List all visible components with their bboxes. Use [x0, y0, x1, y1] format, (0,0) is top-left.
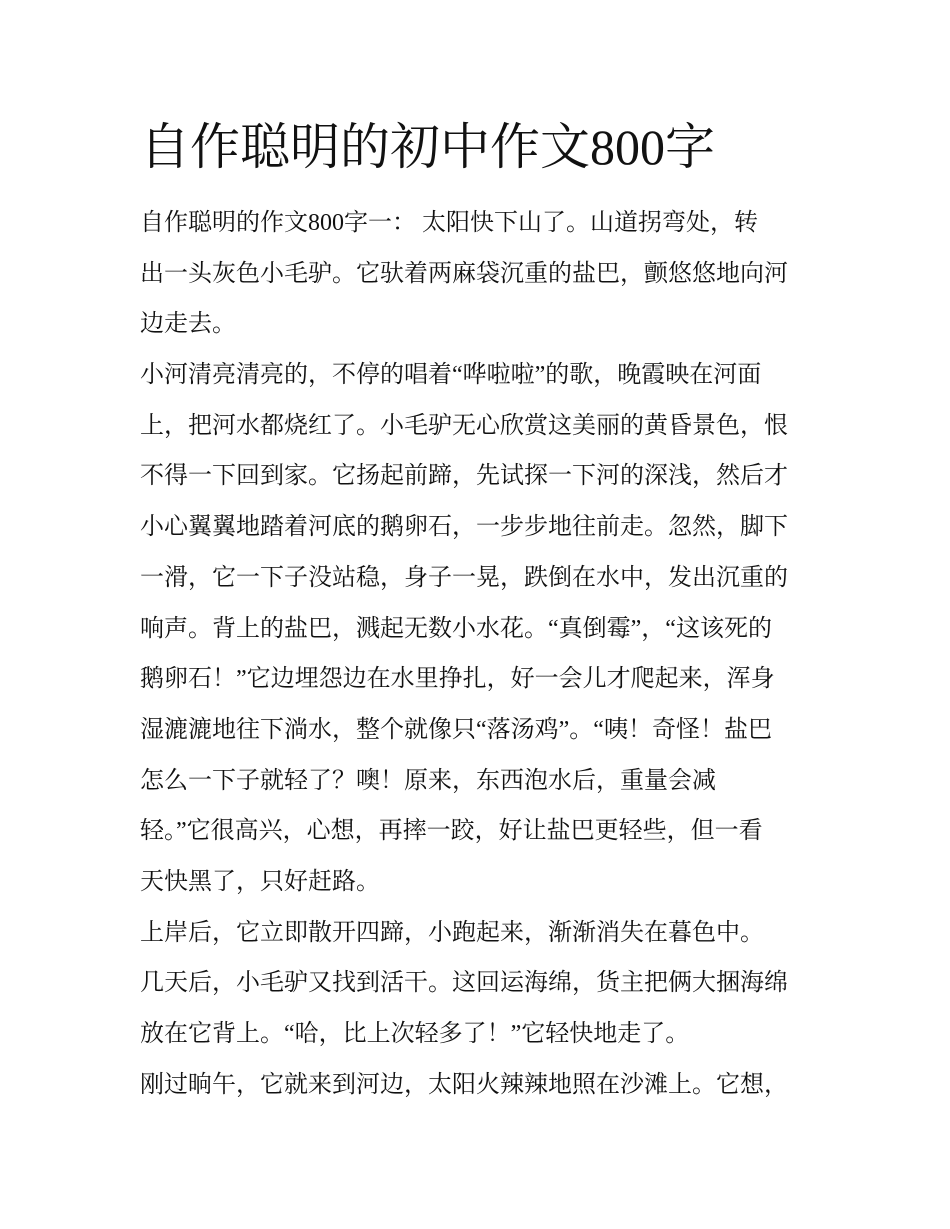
text-line: 响声。背上的盐巴，溅起无数小水花。“真倒霉”，“这该死的 — [140, 615, 772, 642]
text-line: 轻。”它很高兴，心想，再摔一跤，好让盐巴更轻些，但一看 — [140, 818, 763, 845]
text-line: 鹅卵石！”它边埋怨边在水里挣扎，好一会儿才爬起来，浑身 — [140, 666, 775, 693]
text-line: 不得一下回到家。它扬起前蹄，先试探一下河的深浅，然后才 — [140, 463, 788, 490]
text-line: 小心翼翼地踏着河底的鹅卵石，一步步地往前走。忽然，脚下 — [140, 514, 788, 541]
text-line: 天快黑了，只好赶路。 — [140, 868, 380, 895]
text-line: 自作聪明的作文800字一： 太阳快下山了。山道拐弯处，转 — [140, 210, 758, 236]
text-line: 上岸后，它立即散开四蹄，小跑起来，渐渐消失在暮色中。 — [140, 919, 764, 946]
text-line: 刚过晌午，它就来到河边，太阳火辣辣地照在沙滩上。它想， — [140, 1071, 788, 1098]
text-line: 湿漉漉地往下淌水，整个就像只“落汤鸡”。“咦！奇怪！盐巴 — [140, 716, 772, 743]
text-line: 小河清亮清亮的，不停的唱着“哗啦啦”的歌，晚霞映在河面 — [140, 362, 762, 389]
document-body — [140, 205, 820, 1117]
text-line: 边走去。 — [140, 311, 236, 338]
text-line: 一滑，它一下子没站稳，身子一晃，跌倒在水中，发出沉重的 — [140, 564, 788, 591]
text-line: 出一头灰色小毛驴。它驮着两麻袋沉重的盐巴，颤悠悠地向河 — [140, 260, 788, 287]
document-title: 自作聪明的初中作文800字 — [140, 119, 715, 175]
text-line: 放在它背上。“哈，比上次轻多了！”它轻快地走了。 — [140, 1021, 690, 1047]
text-line: 怎么一下子就轻了？噢！原来，东西泡水后，重量会减 — [140, 767, 716, 794]
text-line: 上，把河水都烧红了。小毛驴无心欣赏这美丽的黄昏景色，恨 — [140, 412, 788, 439]
text-line: 几天后，小毛驴又找到活干。这回运海绵，货主把俩大捆海绵 — [140, 970, 788, 997]
